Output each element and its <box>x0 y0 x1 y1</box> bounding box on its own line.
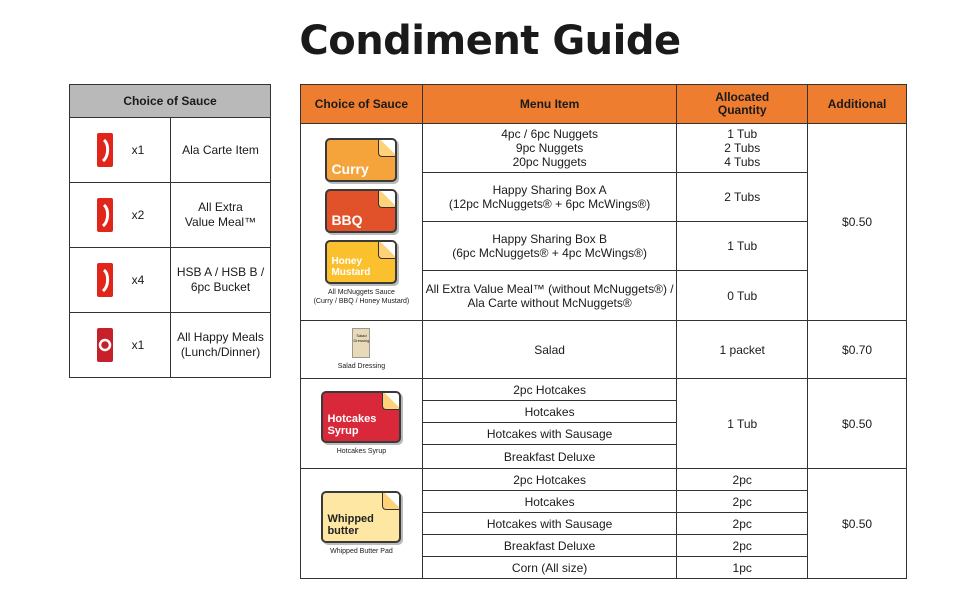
quantity: 0 Tub <box>677 271 808 321</box>
menu-item: 4pc / 6pc Nuggets 9pc Nuggets 20pc Nuggets <box>422 124 676 173</box>
table-row <box>70 248 271 313</box>
salad-dressing-packet-icon: Salad Dressing <box>352 328 370 358</box>
hotcakes-syrup-icon: Hotcakes Syrup <box>321 391 401 443</box>
quantity: 2pc <box>677 535 808 557</box>
chili-sauce-packet-icon <box>96 262 114 298</box>
table-row <box>70 118 271 183</box>
menu-item: Hotcakes with Sausage <box>422 423 676 445</box>
sauce-label: Ala Carte Item <box>171 118 271 183</box>
table-row <box>70 183 271 248</box>
hotcakes-syrup-caption: Hotcakes Syrup <box>336 448 387 455</box>
sauce-label: All Extra Value Meal™ <box>171 183 271 248</box>
col-header-menu-item: Menu Item <box>422 85 676 124</box>
whipped-butter-caption: Whipped Butter Pad <box>330 548 393 555</box>
menu-item: Happy Sharing Box A (12pc McNuggets® + 6pc McWings®) <box>422 173 676 222</box>
table-row <box>70 313 271 378</box>
sauce-qty: x1 <box>131 143 145 157</box>
sauce-allocation-table <box>69 84 271 378</box>
chili-sauce-packet-icon <box>96 132 114 168</box>
quantity: 2 Tubs <box>677 173 808 222</box>
additional-price: $0.50 <box>808 124 907 321</box>
menu-item: Breakfast Deluxe <box>422 535 676 557</box>
sauce-qty: x4 <box>131 273 145 287</box>
salad-dressing-cell <box>301 321 423 379</box>
menu-item: Breakfast Deluxe <box>422 445 676 469</box>
hotcakes-syrup-cell <box>301 379 423 469</box>
chili-sauce-packet-icon <box>96 197 114 233</box>
whipped-butter-icon: Whipped butter <box>321 491 401 543</box>
condiment-table <box>300 84 907 579</box>
menu-item: Hotcakes with Sausage <box>422 513 676 535</box>
quantity: 2pc <box>677 491 808 513</box>
menu-item: Corn (All size) <box>422 557 676 579</box>
col-header-additional: Additional <box>808 85 907 124</box>
menu-item: Hotcakes <box>422 401 676 423</box>
whipped-butter-cell <box>301 469 423 579</box>
menu-item: 2pc Hotcakes <box>422 379 676 401</box>
nuggets-sauce-cell <box>301 124 423 321</box>
sauce-qty: x1 <box>131 338 145 352</box>
bbq-sauce-icon: BBQ <box>325 189 397 233</box>
quantity: 1 Tub <box>677 379 808 469</box>
quantity: 1 Tub 2 Tubs 4 Tubs <box>677 124 808 173</box>
menu-item: All Extra Value Meal™ (without McNuggets®) / Ala Carte without McNuggets® <box>422 271 676 321</box>
menu-item: 2pc Hotcakes <box>422 469 676 491</box>
tomato-sauce-packet-icon <box>96 327 114 363</box>
quantity: 1 Tub <box>677 222 808 271</box>
sauce-label: HSB A / HSB B / 6pc Bucket <box>171 248 271 313</box>
quantity: 1pc <box>677 557 808 579</box>
page-title: Condiment Guide <box>299 18 681 64</box>
menu-item: Salad <box>422 321 676 379</box>
additional-price: $0.50 <box>808 379 907 469</box>
additional-price: $0.50 <box>808 469 907 579</box>
menu-item: Happy Sharing Box B (6pc McNuggets® + 4pc McWings®) <box>422 222 676 271</box>
honey-mustard-sauce-icon: Honey Mustard <box>325 240 397 284</box>
col-header-quantity: Allocated Quantity <box>677 85 808 124</box>
quantity: 2pc <box>677 469 808 491</box>
col-header-sauce: Choice of Sauce <box>301 85 423 124</box>
nuggets-sauce-caption: All McNuggets Sauce (Curry / BBQ / Honey Mustard) <box>313 289 410 305</box>
sauce-qty: x2 <box>131 208 145 222</box>
additional-price: $0.70 <box>808 321 907 379</box>
curry-sauce-icon: Curry <box>325 138 397 182</box>
quantity: 2pc <box>677 513 808 535</box>
quantity: 1 packet <box>677 321 808 379</box>
salad-dressing-caption: Salad Dressing <box>337 363 386 370</box>
left-header: Choice of Sauce <box>70 85 271 118</box>
sauce-label: All Happy Meals (Lunch/Dinner) <box>171 313 271 378</box>
menu-item: Hotcakes <box>422 491 676 513</box>
